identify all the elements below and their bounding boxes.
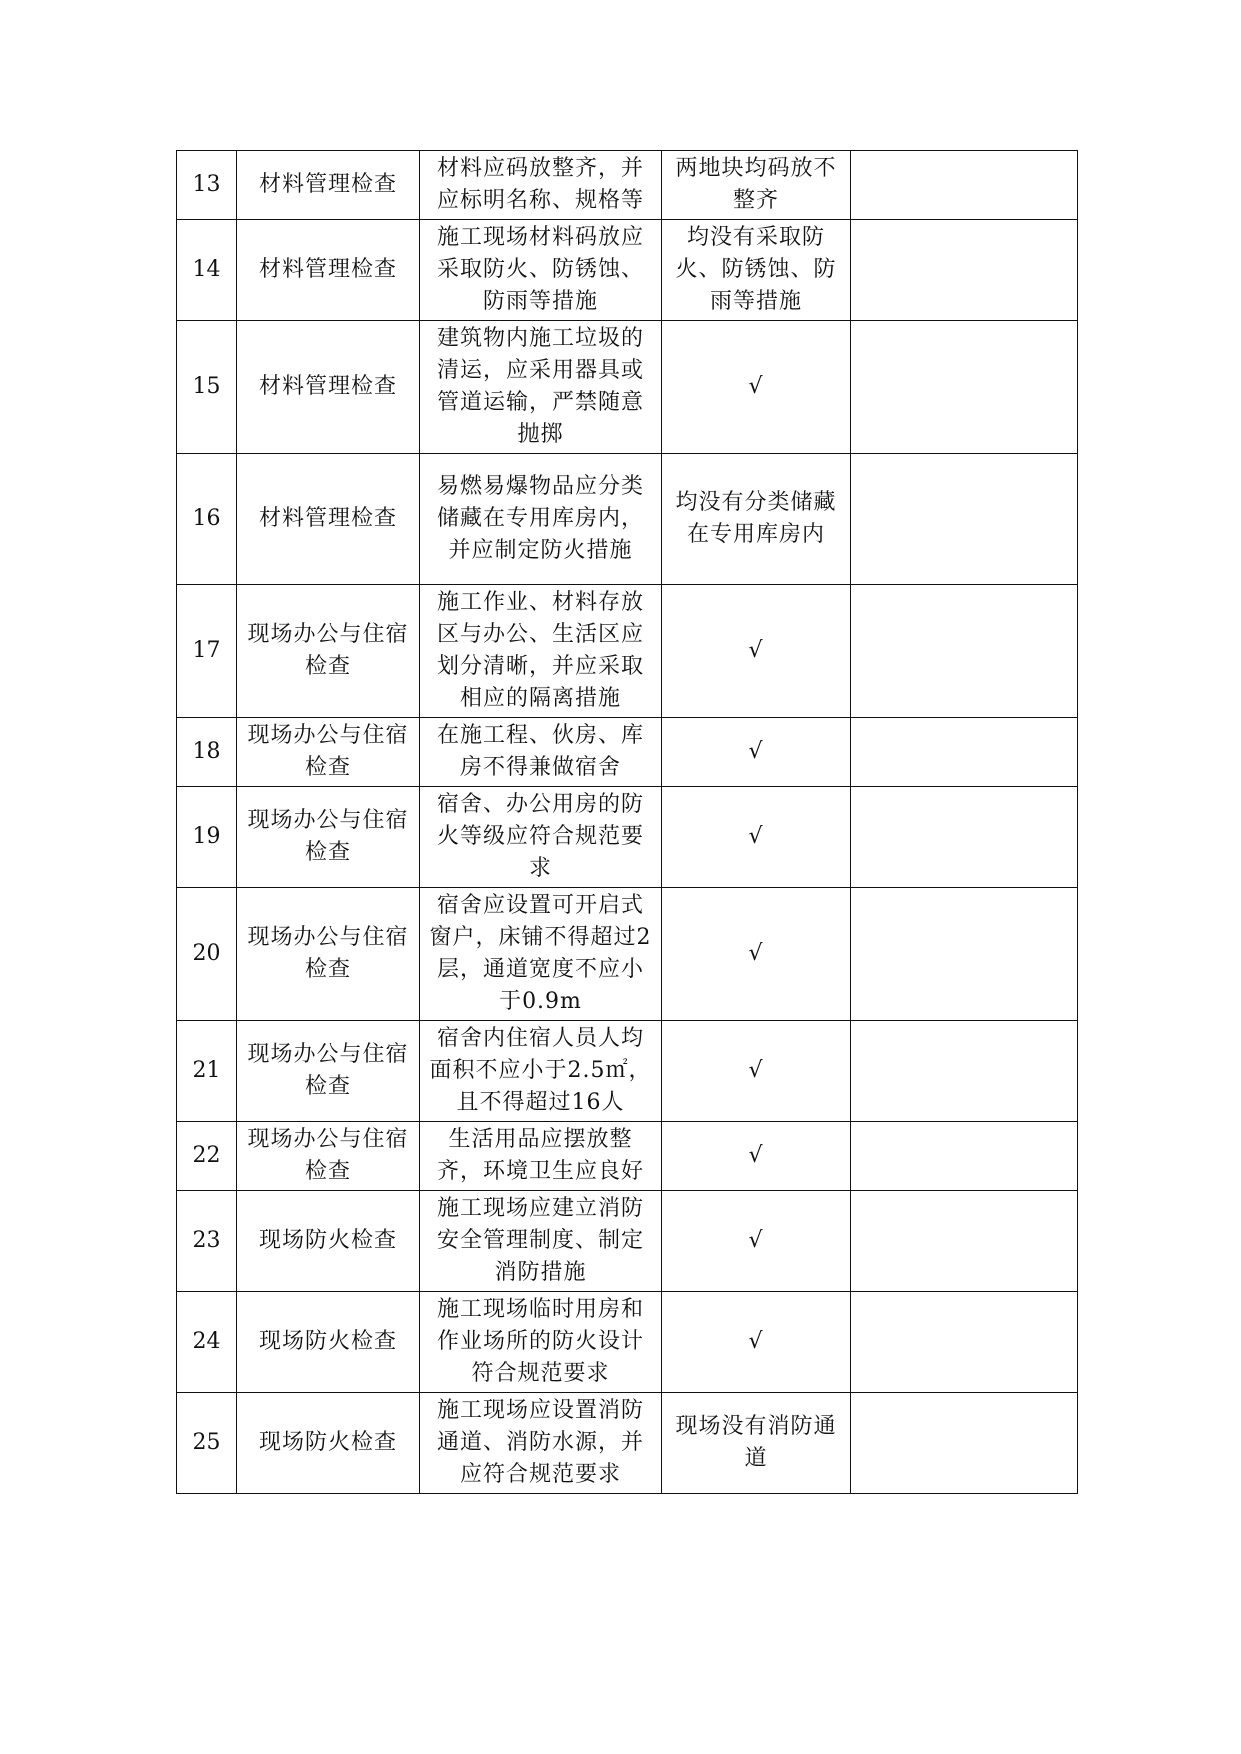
check-result-cell: 均没有分类储藏在专用库房内	[662, 454, 851, 585]
table-row	[177, 585, 1078, 718]
table-row	[177, 1122, 1078, 1191]
table-row	[177, 1393, 1078, 1494]
row-number-cell: 15	[177, 321, 237, 454]
row-number-cell: 22	[177, 1122, 237, 1191]
check-result-cell: 现场没有消防通道	[662, 1393, 851, 1494]
inspection-table-body	[177, 151, 1078, 1494]
check-result-cell: √	[662, 1191, 851, 1292]
row-number-cell: 25	[177, 1393, 237, 1494]
row-number-cell: 14	[177, 220, 237, 321]
check-standard-cell: 施工作业、材料存放区与办公、生活区应划分清晰，并应采取相应的隔离措施	[420, 585, 662, 718]
inspection-table	[176, 150, 1078, 1494]
check-result-cell: 均没有采取防火、防锈蚀、防雨等措施	[662, 220, 851, 321]
check-item-cell: 现场办公与住宿检查	[237, 888, 420, 1021]
remarks-cell	[851, 787, 1078, 888]
check-result-cell: √	[662, 787, 851, 888]
remarks-cell	[851, 151, 1078, 220]
check-standard-cell: 在施工程、伙房、库房不得兼做宿舍	[420, 718, 662, 787]
check-item-cell: 现场防火检查	[237, 1292, 420, 1393]
remarks-cell	[851, 1393, 1078, 1494]
remarks-cell	[851, 321, 1078, 454]
check-result-cell: √	[662, 585, 851, 718]
remarks-cell	[851, 1191, 1078, 1292]
check-item-cell: 现场防火检查	[237, 1393, 420, 1494]
row-number-cell: 24	[177, 1292, 237, 1393]
check-standard-cell: 宿舍、办公用房的防火等级应符合规范要求	[420, 787, 662, 888]
row-number-cell: 23	[177, 1191, 237, 1292]
remarks-cell	[851, 1122, 1078, 1191]
row-number-cell: 20	[177, 888, 237, 1021]
check-item-cell: 现场防火检查	[237, 1191, 420, 1292]
check-standard-cell: 宿舍应设置可开启式窗户，床铺不得超过2层，通道宽度不应小于0.9m	[420, 888, 662, 1021]
check-standard-cell: 施工现场应设置消防通道、消防水源，并应符合规范要求	[420, 1393, 662, 1494]
check-standard-cell: 材料应码放整齐，并应标明名称、规格等	[420, 151, 662, 220]
table-row	[177, 220, 1078, 321]
row-number-cell: 18	[177, 718, 237, 787]
table-row	[177, 1292, 1078, 1393]
table-row	[177, 888, 1078, 1021]
check-result-cell: √	[662, 321, 851, 454]
remarks-cell	[851, 1021, 1078, 1122]
check-result-cell: 两地块均码放不整齐	[662, 151, 851, 220]
check-item-cell: 现场办公与住宿检查	[237, 787, 420, 888]
check-standard-cell: 宿舍内住宿人员人均面积不应小于2.5㎡，且不得超过16人	[420, 1021, 662, 1122]
remarks-cell	[851, 888, 1078, 1021]
check-item-cell: 现场办公与住宿检查	[237, 585, 420, 718]
check-item-cell: 现场办公与住宿检查	[237, 1021, 420, 1122]
row-number-cell: 13	[177, 151, 237, 220]
check-standard-cell: 施工现场应建立消防安全管理制度、制定消防措施	[420, 1191, 662, 1292]
table-row	[177, 454, 1078, 585]
row-number-cell: 17	[177, 585, 237, 718]
check-standard-cell: 施工现场临时用房和作业场所的防火设计符合规范要求	[420, 1292, 662, 1393]
check-item-cell: 材料管理检查	[237, 151, 420, 220]
table-row	[177, 1021, 1078, 1122]
remarks-cell	[851, 454, 1078, 585]
remarks-cell	[851, 718, 1078, 787]
check-result-cell: √	[662, 888, 851, 1021]
check-item-cell: 材料管理检查	[237, 321, 420, 454]
remarks-cell	[851, 585, 1078, 718]
table-row	[177, 1191, 1078, 1292]
table-row	[177, 718, 1078, 787]
check-result-cell: √	[662, 1122, 851, 1191]
row-number-cell: 21	[177, 1021, 237, 1122]
table-row	[177, 787, 1078, 888]
check-standard-cell: 易燃易爆物品应分类储藏在专用库房内，并应制定防火措施	[420, 454, 662, 585]
remarks-cell	[851, 1292, 1078, 1393]
row-number-cell: 19	[177, 787, 237, 888]
check-item-cell: 材料管理检查	[237, 220, 420, 321]
row-number-cell: 16	[177, 454, 237, 585]
check-result-cell: √	[662, 718, 851, 787]
check-standard-cell: 建筑物内施工垃圾的清运，应采用器具或管道运输，严禁随意抛掷	[420, 321, 662, 454]
remarks-cell	[851, 220, 1078, 321]
check-standard-cell: 施工现场材料码放应采取防火、防锈蚀、防雨等措施	[420, 220, 662, 321]
check-result-cell: √	[662, 1021, 851, 1122]
check-result-cell: √	[662, 1292, 851, 1393]
check-item-cell: 材料管理检查	[237, 454, 420, 585]
check-standard-cell: 生活用品应摆放整齐，环境卫生应良好	[420, 1122, 662, 1191]
table-row	[177, 321, 1078, 454]
table-row	[177, 151, 1078, 220]
check-item-cell: 现场办公与住宿检查	[237, 1122, 420, 1191]
check-item-cell: 现场办公与住宿检查	[237, 718, 420, 787]
